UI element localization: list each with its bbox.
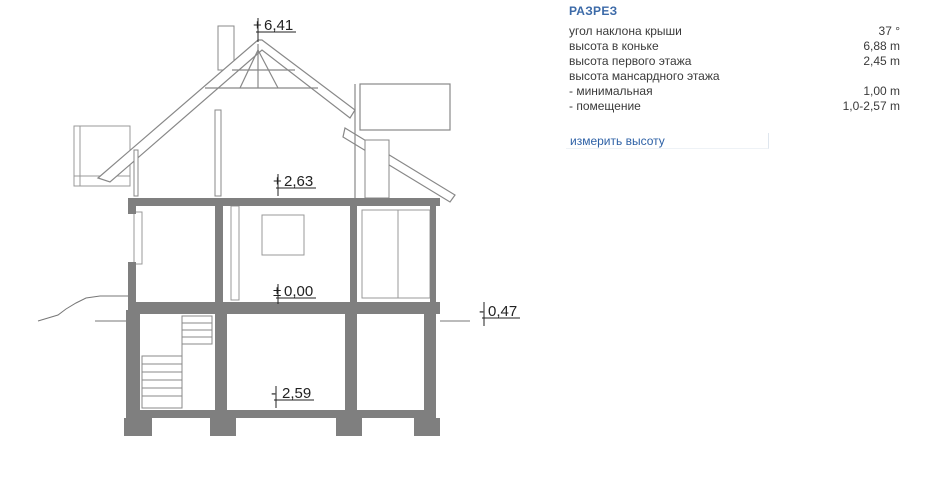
level-basement: 2,59	[282, 385, 312, 402]
info-row-roof-angle	[566, 24, 900, 39]
ground-floor-interior	[134, 206, 430, 300]
section-title: РАЗРЕЗ	[569, 4, 618, 18]
info-label: высота мансардного этажа	[569, 69, 720, 83]
level-sign-ridge: +	[253, 17, 262, 34]
info-value: 1,00 m	[863, 84, 900, 98]
info-label: высота первого этажа	[569, 54, 692, 68]
level-sign-attic: +	[273, 173, 282, 190]
info-row-minimum	[566, 84, 900, 99]
level-ridge: 6,41	[264, 17, 294, 34]
level-outside: 0,47	[488, 303, 518, 320]
basement-stairs	[142, 316, 212, 408]
info-row-ridge-height	[566, 39, 900, 54]
info-row-ground-floor-height	[566, 54, 900, 69]
level-sign-outside: -	[479, 303, 484, 320]
level-sign-ground: ±	[273, 283, 282, 300]
info-value: 37 °	[878, 24, 900, 38]
level-ground: 0,00	[284, 283, 314, 300]
info-row-room	[566, 99, 900, 114]
info-label: - минимальная	[569, 84, 653, 98]
info-value: 2,45 m	[863, 54, 900, 68]
level-attic: 2,63	[284, 173, 314, 190]
info-value: 1,0-2,57 m	[842, 99, 900, 113]
info-row-attic-height	[566, 69, 900, 84]
info-label: угол наклона крыши	[569, 24, 682, 38]
info-value: 6,88 m	[863, 39, 900, 53]
measure-height-link[interactable]: измерить высоту	[566, 133, 769, 149]
info-label: высота в коньке	[569, 39, 659, 53]
level-sign-basement: -	[271, 385, 276, 402]
section-info-panel	[566, 4, 900, 114]
info-label: - помещение	[569, 99, 641, 113]
